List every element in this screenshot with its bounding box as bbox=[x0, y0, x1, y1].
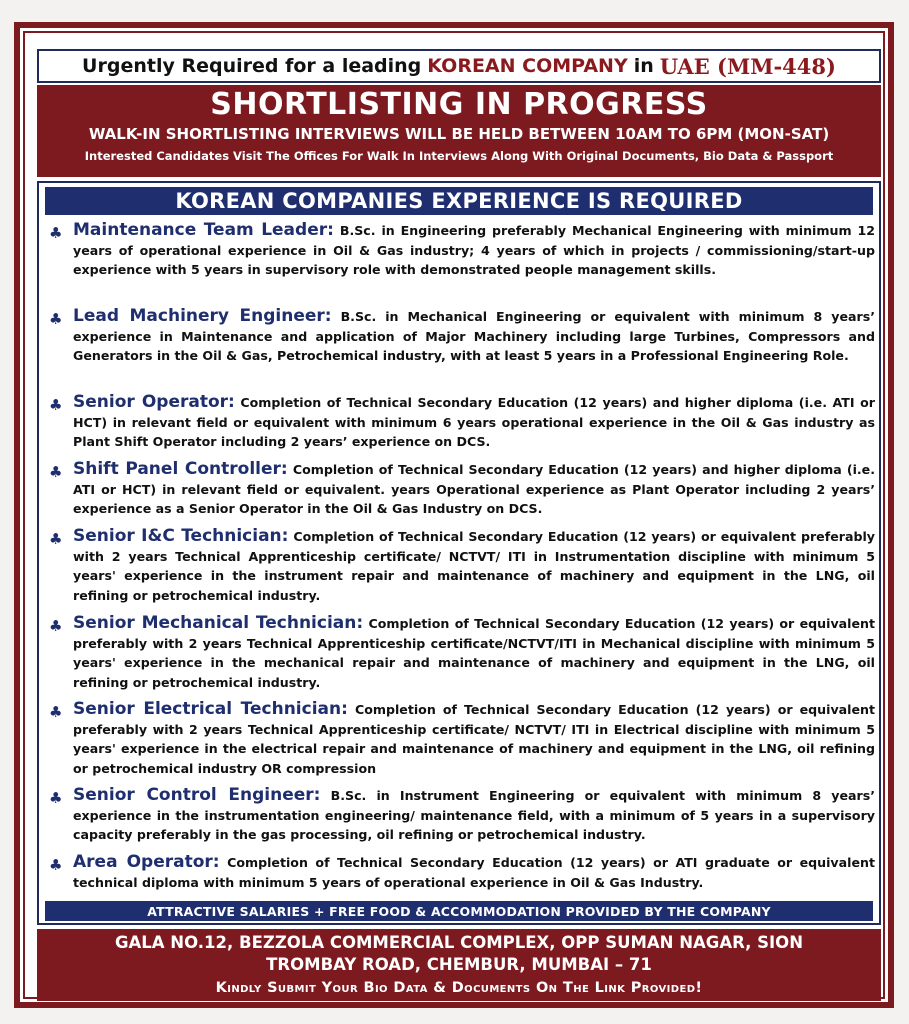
club-icon: ♣ bbox=[49, 463, 63, 481]
job-description: B.Sc. in Instrument Engineering or equivalent with minimum 8 years’ experience in the instrumentation engineering/ maintenance field, with a minimum of 5 years in a supervisory capacity preferably in the gas processing, oil refining or petrochemical industry. bbox=[73, 788, 876, 843]
job-title: Senior Electrical Technician: bbox=[73, 699, 348, 719]
club-icon: ♣ bbox=[49, 224, 63, 242]
club-icon: ♣ bbox=[49, 530, 63, 548]
jobs-box bbox=[37, 181, 881, 925]
job-title: Area Operator: bbox=[73, 852, 220, 872]
club-icon: ♣ bbox=[49, 703, 63, 721]
job-title: Lead Machinery Engineer: bbox=[73, 306, 332, 326]
club-icon: ♣ bbox=[49, 789, 63, 807]
headline bbox=[37, 49, 881, 83]
job-description: Completion of Technical Secondary Education (12 years) or equivalent preferably with 2 years Technical Apprenticeship certificate/ NCTVT/ ITI in Instrumentation discipline with minimum 5 years' experience in the instrument repair and maintenance of machinery and equipment in the LNG, oil refining or petrochemical industry. bbox=[73, 529, 875, 603]
job-entry bbox=[73, 853, 875, 892]
headline-company: KOREAN COMPANY bbox=[427, 55, 628, 77]
job-entry bbox=[73, 221, 875, 280]
poster-inner-border bbox=[23, 31, 885, 999]
job-description: Completion of Technical Secondary Education (12 years) or ATI graduate or equivalent technical diploma with minimum 5 years of operational experience in Oil & Gas Industry. bbox=[73, 855, 875, 890]
club-icon: ♣ bbox=[49, 310, 63, 328]
top-banner bbox=[37, 85, 881, 177]
job-description: Completion of Technical Secondary Education (12 years) and higher diploma (i.e. ATI or HCT) in relevant field or equivalent with minimum 6 years operational experience in the Oil & Gas industry as Plant Shift Operator including 2 years’ experience on DCS. bbox=[73, 395, 875, 450]
job-title: Senior Operator: bbox=[73, 392, 235, 412]
job-description: Completion of Technical Secondary Education (12 years) and higher diploma (i.e. ATI or HCT) in relevant field or equivalent. years Operational experience as Plant Operator including 2 years’ experience as a Senior Operator in the Oil & Gas Industry on DCS. bbox=[73, 462, 875, 517]
job-description: B.Sc. in Engineering preferably Mechanical Engineering with minimum 12 years of operational experience in Oil & Gas industry; 4 years of which in projects / commissioning/start-up experience with 5 years in supervisory role with demonstrated people management skills. bbox=[73, 223, 875, 278]
address-line-2: TROMBAY ROAD, CHEMBUR, MUMBAI – 71 bbox=[266, 955, 652, 974]
club-icon: ♣ bbox=[49, 856, 63, 874]
headline-in: in bbox=[633, 55, 654, 77]
job-title: Shift Panel Controller: bbox=[73, 459, 288, 479]
job-entry bbox=[73, 614, 875, 692]
headline-location: UAE (MM-448) bbox=[659, 53, 836, 79]
job-entry bbox=[73, 786, 875, 845]
footer bbox=[37, 929, 881, 1001]
headline-prefix: Urgently Required for a leading bbox=[82, 55, 422, 77]
walkin-text: WALK-IN SHORTLISTING INTERVIEWS WILL BE HELD BETWEEN 10AM TO 6PM (MON-SAT) bbox=[88, 125, 830, 143]
club-icon: ♣ bbox=[49, 617, 63, 635]
section-title: KOREAN COMPANIES EXPERIENCE IS REQUIRED bbox=[45, 187, 873, 215]
job-title: Senior Mechanical Technician: bbox=[73, 613, 364, 633]
submit-note: Kindly Submit Your Bio Data & Documents On The Link Provided! bbox=[215, 980, 703, 996]
page-title: SHORTLISTING IN PROGRESS bbox=[210, 87, 708, 122]
job-entry bbox=[73, 460, 875, 519]
address-line-1: GALA NO.12, BEZZOLA COMMERCIAL COMPLEX, OPP SUMAN NAGAR, SION bbox=[114, 933, 804, 952]
job-description: Completion of Technical Secondary Education (12 years) or equivalent preferably with 2 years Technical Apprenticeship certificate/ NCTVT/ ITI in Electrical discipline with minimum 5 years' experience in the electrical repair and maintenance of machinery and equipment in the LNG, oil refining or petrochemical industry OR compression bbox=[73, 702, 875, 776]
job-entry bbox=[73, 700, 875, 778]
job-description: B.Sc. in Mechanical Engineering or equivalent with minimum 8 years’ experience in Maintenance and application of Major Machinery including large Turbines, Compressors and Generators in the Oil & Gas, Petrochemical industry, with at least 5 years in a Professional Engineering Role. bbox=[73, 309, 875, 364]
poster-frame bbox=[14, 22, 894, 1008]
job-title: Maintenance Team Leader: bbox=[73, 220, 334, 240]
job-entry bbox=[73, 527, 875, 605]
salary-note: ATTRACTIVE SALARIES + FREE FOOD & ACCOMMODATION PROVIDED BY THE COMPANY bbox=[45, 901, 873, 921]
job-title: Senior I&C Technician: bbox=[73, 526, 289, 546]
job-title: Senior Control Engineer: bbox=[73, 785, 321, 805]
job-entry bbox=[73, 393, 875, 452]
job-entry bbox=[73, 307, 875, 366]
documents-note: Interested Candidates Visit The Offices For Walk In Interviews Along With Original Documents, Bio Data & Passport bbox=[84, 149, 834, 163]
club-icon: ♣ bbox=[49, 396, 63, 414]
job-description: Completion of Technical Secondary Education (12 years) or equivalent preferably with 2 years Technical Apprenticeship certificate/NCTVT/ITI in Mechanical discipline with minimum 5 years' experience in the mechanical repair and maintenance of machinery and equipment in the LNG, oil refining or petrochemical industry. bbox=[73, 616, 875, 690]
